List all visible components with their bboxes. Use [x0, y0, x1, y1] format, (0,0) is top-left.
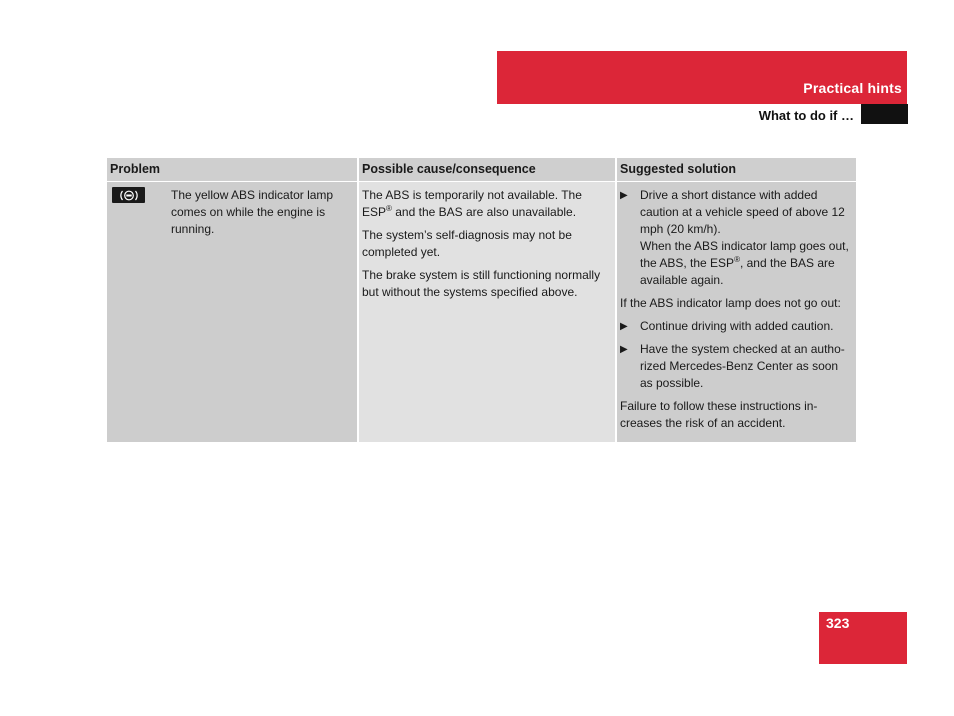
- solution-step-text: Have the system checked at an autho- rized Mercedes-Benz Center as soon as possible.: [640, 342, 845, 390]
- bullet-arrow-icon: ▶: [620, 344, 628, 355]
- solution-text: Drive a short distance with added caution at a vehicle speed of above 12 mph (20 km/h).: [640, 188, 845, 236]
- problem-cell: [107, 182, 358, 443]
- registered-mark: ®: [386, 204, 392, 213]
- subsection-marker: [861, 104, 908, 124]
- registered-mark: ®: [734, 255, 740, 264]
- solution-step: [620, 341, 853, 392]
- solution-condition: If the ABS indicator lamp does not go out:: [620, 296, 841, 310]
- section-title: Practical hints: [803, 80, 902, 96]
- column-header-solution: Suggested solution: [616, 158, 856, 182]
- table-header-row: [107, 158, 856, 182]
- column-header-problem: Problem: [107, 158, 358, 182]
- abs-warning-lamp-icon: [112, 187, 145, 203]
- solution-step-text: [640, 187, 853, 289]
- table-row: [107, 182, 856, 443]
- bullet-arrow-icon: ▶: [620, 190, 628, 201]
- solution-step: [620, 187, 853, 289]
- solution-step: [620, 318, 853, 335]
- page-number: 323: [826, 615, 850, 631]
- subsection-title: What to do if …: [758, 108, 854, 123]
- solution-text: , and the BAS are available again.: [640, 256, 835, 287]
- solution-warning: Failure to follow these instructions in- creases the risk of an accident.: [620, 399, 818, 430]
- solution-text: When the ABS indicator lamp goes out, the ABS, the ESP: [640, 239, 849, 270]
- solution-cell: [616, 182, 856, 443]
- cause-cell: [358, 182, 616, 443]
- cause-paragraph: The system’s self-diagnosis may not be completed yet.: [362, 228, 572, 259]
- cause-paragraph: [362, 187, 612, 221]
- cause-paragraph: The brake system is still functioning normally but without the systems specified above.: [362, 268, 601, 299]
- problem-table: [107, 158, 856, 442]
- column-header-cause: Possible cause/consequence: [358, 158, 616, 182]
- problem-text: The yellow ABS indicator lamp comes on while the engine is running.: [171, 188, 334, 236]
- cause-text: The ABS is temporarily not available. The ESP: [362, 188, 582, 219]
- bullet-arrow-icon: ▶: [620, 321, 628, 332]
- solution-step-text: Continue driving with added caution.: [640, 319, 834, 333]
- header-bar: [497, 51, 907, 104]
- cause-text: and the BAS are also unavailable.: [391, 205, 577, 219]
